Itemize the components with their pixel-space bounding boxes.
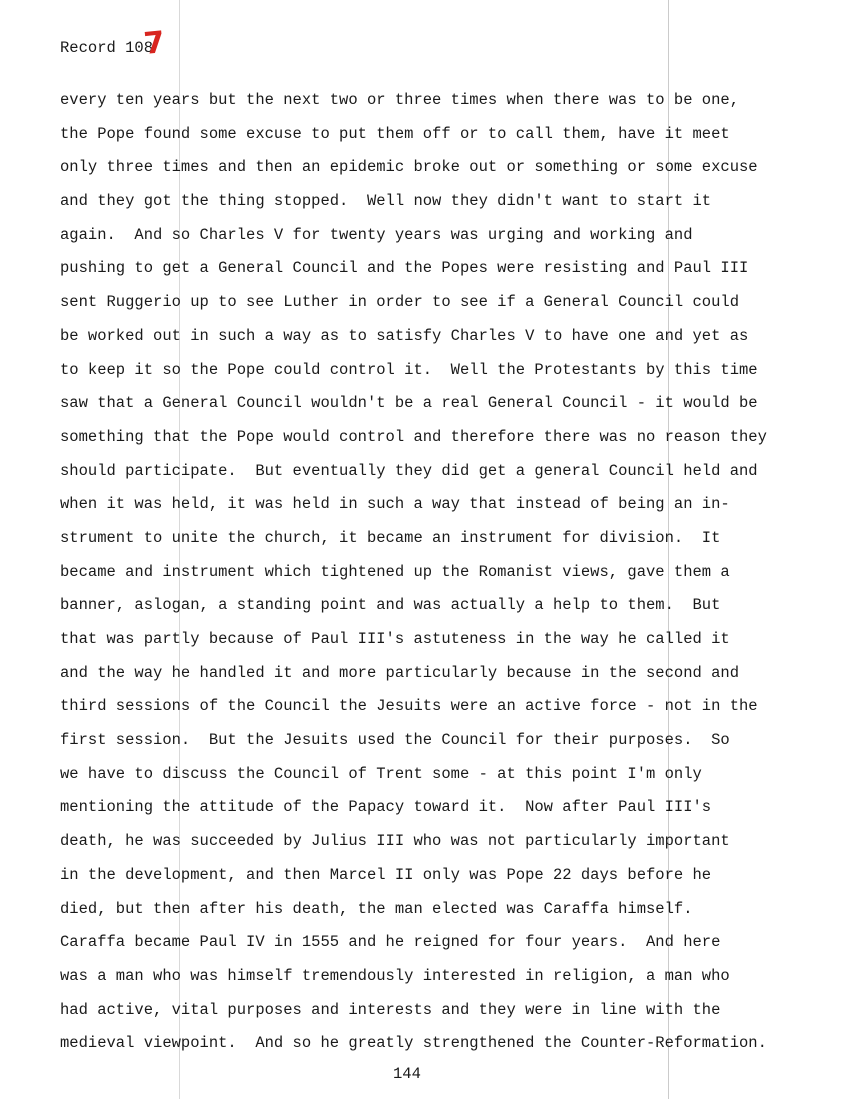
text-line: sent Ruggerio up to see Luther in order to see if a General Council could	[60, 293, 740, 312]
text-line: should participate. But eventually they did get a general Council held and	[60, 461, 758, 480]
text-line: saw that a General Council wouldn't be a real General Council - it would be	[60, 394, 758, 413]
text-line: first session. But the Jesuits used the Council for their purposes. So	[60, 731, 730, 750]
text-line: banner, aslogan, a standing point and was actually a help to them. But	[60, 596, 721, 615]
text-line: Caraffa became Paul IV in 1555 and he reigned for four years. And here	[60, 933, 721, 952]
text-line: third sessions of the Council the Jesuits were an active force - not in the	[60, 697, 758, 716]
page-number: 144	[393, 1065, 421, 1083]
text-line: became and instrument which tightened up the Romanist views, gave them a	[60, 562, 730, 581]
text-line: every ten years but the next two or three times when there was to be one,	[60, 91, 740, 109]
text-line: only three times and then an epidemic broke out or something or some excuse	[60, 158, 758, 177]
text-line: death, he was succeeded by Julius III who was not particularly important	[60, 832, 730, 851]
text-line: strument to unite the church, it became an instrument for division. It	[60, 528, 721, 547]
record-header: Record 108	[60, 39, 154, 57]
text-line: to keep it so the Pope could control it. Well the Protestants by this time	[60, 360, 758, 379]
text-line: be worked out in such a way as to satisfy Charles V to have one and yet as	[60, 326, 749, 345]
text-line: and the way he handled it and more particularly because in the second and	[60, 663, 740, 682]
transcript-body	[60, 88, 767, 1065]
text-line: mentioning the attitude of the Papacy toward it. Now after Paul III's	[60, 798, 712, 817]
text-line: when it was held, it was held in such a way that instead of being an in-	[60, 495, 730, 514]
text-line: something that the Pope would control and therefore there was no reason they	[60, 427, 767, 446]
text-line: that was partly because of Paul III's astuteness in the way he called it	[60, 630, 730, 648]
text-line: medieval viewpoint. And so he greatly strengthened the Counter-Reformation.	[60, 1034, 767, 1053]
text-line: pushing to get a General Council and the Popes were resisting and Paul III	[60, 259, 749, 278]
handwritten-correction-mark: 7	[142, 25, 167, 62]
text-line: again. And so Charles V for twenty years was urging and working and	[60, 225, 693, 244]
text-line: was a man who was himself tremendously interested in religion, a man who	[60, 966, 730, 985]
text-line: we have to discuss the Council of Trent some - at this point I'm only	[60, 764, 702, 783]
text-line: in the development, and then Marcel II only was Pope 22 days before he	[60, 865, 712, 884]
text-line: died, but then after his death, the man elected was Caraffa himself.	[60, 899, 693, 918]
text-line: and they got the thing stopped. Well now they didn't want to start it	[60, 192, 712, 211]
text-line: the Pope found some excuse to put them off or to call them, have it meet	[60, 124, 730, 143]
text-line: had active, vital purposes and interests and they were in line with the	[60, 1000, 721, 1019]
